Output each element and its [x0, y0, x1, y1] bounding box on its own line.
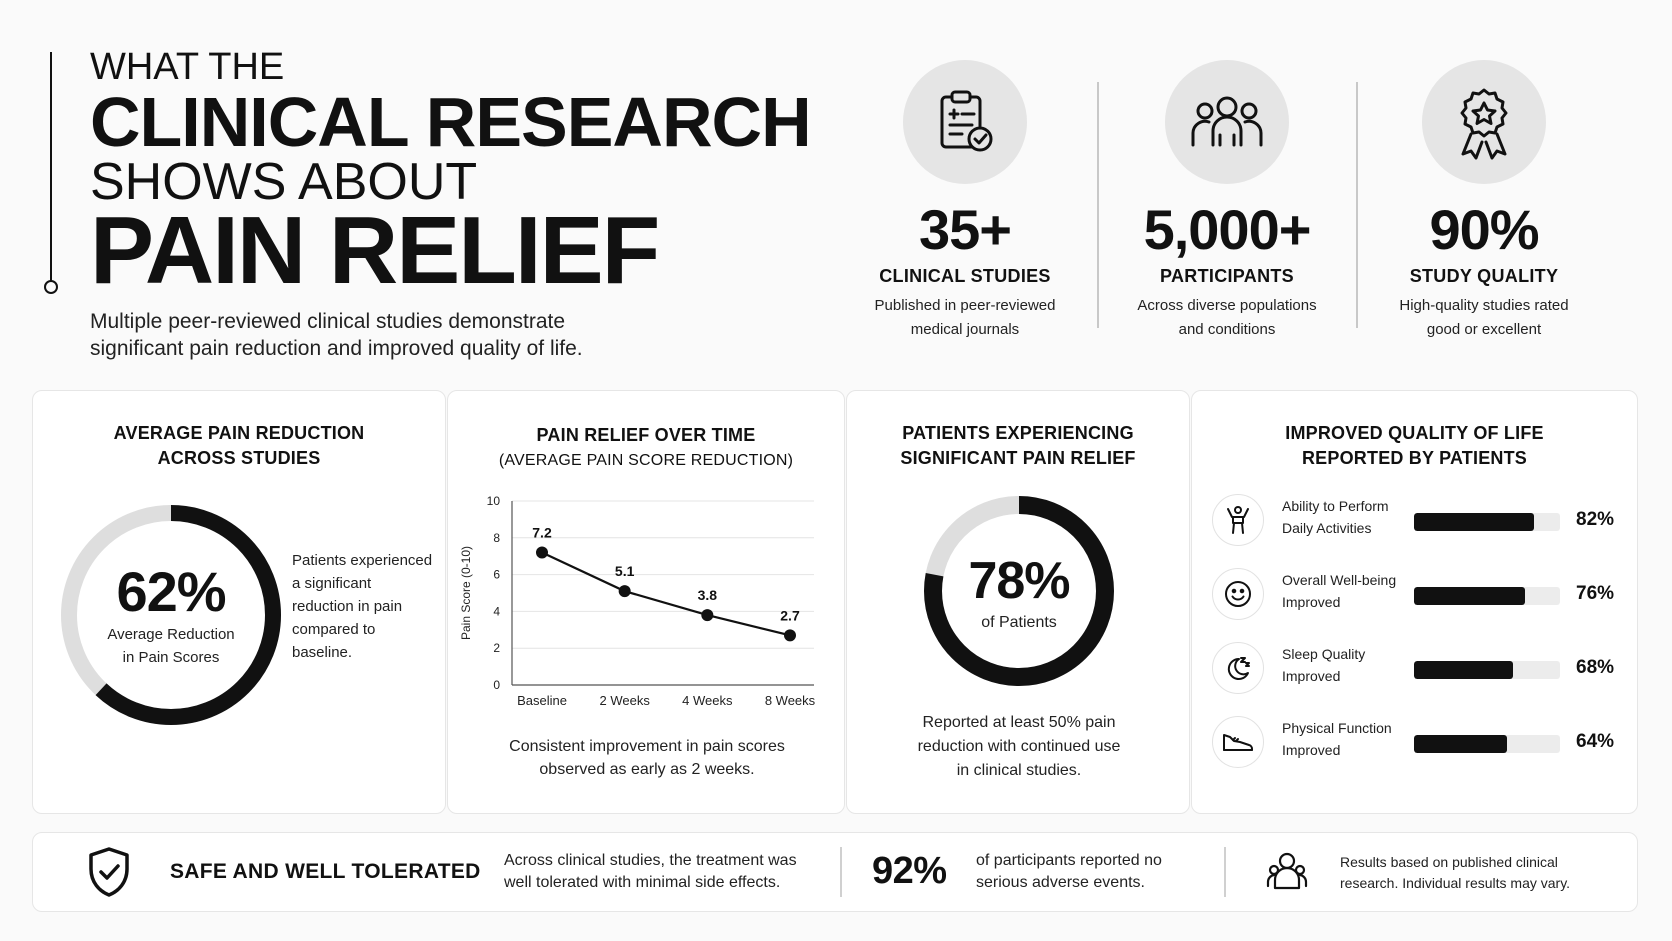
qol-label-line: Sleep Quality: [1282, 646, 1366, 662]
chart-caption-line: observed as early as 2 weeks.: [539, 761, 755, 778]
data-label: 2.7: [780, 607, 800, 624]
qol-row-daily-activities: [1212, 491, 1622, 547]
clipboard-check-icon: [903, 60, 1027, 184]
y-tick-label: 10: [486, 494, 500, 508]
banner-description: [504, 850, 797, 894]
card-title-line: IMPROVED QUALITY OF LIFE: [1285, 423, 1544, 443]
donut-caption: of Patients: [981, 614, 1057, 631]
donut-caption: [55, 623, 287, 669]
x-tick-label: Baseline: [517, 693, 567, 708]
person-raised-arms-icon: [1212, 494, 1264, 546]
pain-score-line-chart: [448, 481, 846, 721]
qol-bar-fill: [1414, 587, 1525, 605]
headline-line-1: WHAT THE: [90, 46, 285, 88]
card3-desc-line: in clinical studies.: [956, 762, 1082, 779]
qol-bar-track: [1414, 513, 1560, 531]
stat-number: 35+: [919, 198, 1011, 261]
sneaker-icon: [1212, 716, 1264, 768]
banner-disclaimer: [1340, 852, 1570, 894]
qol-bar-track: [1414, 661, 1560, 679]
qol-label-line: Ability to Perform: [1282, 498, 1389, 514]
qol-row-sleep-quality: [1212, 639, 1622, 695]
smiley-face-icon: [1212, 568, 1264, 620]
header-accent-line: [50, 52, 52, 284]
people-group-icon: [1165, 60, 1289, 184]
header-subtitle-line-2: significant pain reduction and improved quality of life.: [90, 337, 583, 360]
banner-pct-desc-line: serious adverse events.: [976, 874, 1145, 891]
card-pain-relief-over-time: [447, 390, 845, 814]
header-subtitle: [90, 308, 650, 362]
headline-line-4: PAIN RELIEF: [90, 197, 659, 304]
award-ribbon-icon: [1422, 60, 1546, 184]
stat-description: [1097, 294, 1357, 342]
y-tick-label: 0: [493, 678, 500, 692]
stat-clinical-studies: [835, 60, 1095, 342]
header-subtitle-line-1: Multiple peer-reviewed clinical studies demonstrate: [90, 310, 566, 333]
card1-note-line: compared to: [292, 621, 376, 638]
stat-label: CLINICAL STUDIES: [879, 266, 1051, 286]
data-label: 5.1: [614, 563, 635, 580]
card-title-line: PATIENTS EXPERIENCING: [902, 423, 1134, 443]
stat-label: PARTICIPANTS: [1160, 266, 1294, 286]
qol-label-line: Daily Activities: [1282, 520, 1372, 536]
x-tick-label: 8 Weeks: [764, 693, 816, 708]
qol-bar-fill: [1414, 661, 1513, 679]
series-line: [542, 553, 790, 636]
qol-percent: 76%: [1576, 583, 1615, 604]
banner-percent: 92%: [872, 850, 947, 892]
banner-desc-line: Across clinical studies, the treatment was: [504, 852, 797, 869]
banner-note-line: research. Individual results may vary.: [1340, 875, 1571, 891]
y-axis-label: Pain Score (0-10): [459, 545, 473, 641]
chart-caption-line: Consistent improvement in pain scores: [509, 738, 785, 755]
banner-divider: [840, 847, 842, 897]
banner-note-line: Results based on published clinical: [1340, 854, 1558, 870]
card-title-line: SIGNIFICANT PAIN RELIEF: [900, 448, 1136, 468]
card-average-pain-reduction: [32, 390, 446, 814]
header-accent-dot: [44, 280, 58, 294]
stat-study-quality: [1354, 60, 1614, 342]
card1-note-line: reduction in pain: [292, 598, 403, 615]
card3-desc-line: Reported at least 50% pain: [922, 714, 1116, 731]
x-tick-label: 2 Weeks: [599, 693, 650, 708]
card-title-line: AVERAGE PAIN REDUCTION: [113, 423, 365, 443]
banner-title: SAFE AND WELL TOLERATED: [170, 860, 481, 883]
shield-check-icon: [86, 846, 132, 903]
stat-description: [835, 294, 1095, 342]
card1-note-line: Patients experienced: [292, 552, 433, 569]
headline-line-3: SHOWS ABOUT: [90, 153, 478, 211]
moon-sleep-icon: [1212, 642, 1264, 694]
qol-bar-track: [1414, 735, 1560, 753]
stat-number: 5,000+: [1143, 198, 1311, 261]
stat-desc-line: Published in peer-reviewed: [874, 297, 1056, 314]
stat-desc-line: and conditions: [1178, 321, 1276, 338]
qol-label-line: Improved: [1282, 668, 1341, 684]
stat-desc-line: Across diverse populations: [1137, 297, 1317, 314]
donut-value-text: 78%: [968, 552, 1070, 610]
card-patients-relief: [846, 390, 1190, 814]
qol-label: [1282, 495, 1422, 539]
card-title: [33, 421, 445, 471]
card-title: [448, 423, 844, 473]
card1-note-line: baseline.: [292, 644, 353, 661]
data-point: [701, 609, 713, 621]
qol-label-line: Physical Function: [1282, 720, 1392, 736]
card-subtitle: (AVERAGE PAIN SCORE REDUCTION): [498, 452, 794, 469]
card3-description: [847, 711, 1191, 783]
data-point: [619, 585, 631, 597]
x-tick-label: 4 Weeks: [682, 693, 733, 708]
qol-row-well-being: [1212, 565, 1622, 621]
y-tick-label: 2: [493, 641, 500, 656]
card-title-line: REPORTED BY PATIENTS: [1301, 448, 1528, 468]
y-tick-label: 6: [493, 567, 500, 582]
qol-label-line: Overall Well-being: [1282, 572, 1397, 588]
card-title: [1192, 421, 1637, 471]
qol-label: [1282, 643, 1422, 687]
stat-desc-line: medical journals: [910, 321, 1020, 338]
y-tick-label: 8: [493, 530, 500, 545]
qol-percent: 64%: [1576, 731, 1615, 752]
banner-percent-description: [976, 850, 1162, 894]
stat-participants: [1097, 60, 1357, 342]
headline-line-2: CLINICAL RESEARCH: [90, 83, 811, 161]
qol-label: [1282, 569, 1422, 613]
banner-divider: [1224, 847, 1226, 897]
card-title-line: ACROSS STUDIES: [157, 448, 321, 468]
banner-desc-line: well tolerated with minimal side effects.: [504, 874, 781, 891]
qol-label-line: Improved: [1282, 594, 1341, 610]
stat-label: STUDY QUALITY: [1409, 266, 1559, 286]
chart-caption: [448, 735, 846, 781]
person-group-icon: [1266, 850, 1308, 897]
banner-pct-desc-line: of participants reported no: [976, 852, 1162, 869]
donut-caption-line: in Pain Scores: [122, 649, 220, 666]
donut-caption-line: Average Reduction: [107, 626, 235, 643]
donut-value-text: 62%: [116, 560, 226, 623]
data-point: [784, 629, 796, 641]
card-title: [847, 421, 1189, 471]
qol-row-physical-function: [1212, 713, 1622, 769]
card1-note-line: a significant: [292, 575, 372, 592]
qol-label-line: Improved: [1282, 742, 1341, 758]
qol-bar-track: [1414, 587, 1560, 605]
qol-percent: 68%: [1576, 657, 1615, 678]
stat-description: [1354, 294, 1614, 342]
stat-number: 90%: [1429, 198, 1539, 261]
qol-bar-fill: [1414, 735, 1507, 753]
card-title-line: PAIN RELIEF OVER TIME: [536, 425, 756, 445]
y-tick-label: 4: [493, 604, 500, 619]
data-label: 7.2: [532, 524, 552, 541]
stat-desc-line: good or excellent: [1426, 321, 1542, 338]
qol-percent: 82%: [1576, 509, 1615, 530]
qol-bar-fill: [1414, 513, 1534, 531]
card1-note: [292, 549, 442, 664]
card3-desc-line: reduction with continued use: [917, 738, 1121, 755]
data-label: 3.8: [697, 587, 718, 604]
data-point: [536, 547, 548, 559]
stat-desc-line: High-quality studies rated: [1399, 297, 1569, 314]
qol-label: [1282, 717, 1422, 761]
